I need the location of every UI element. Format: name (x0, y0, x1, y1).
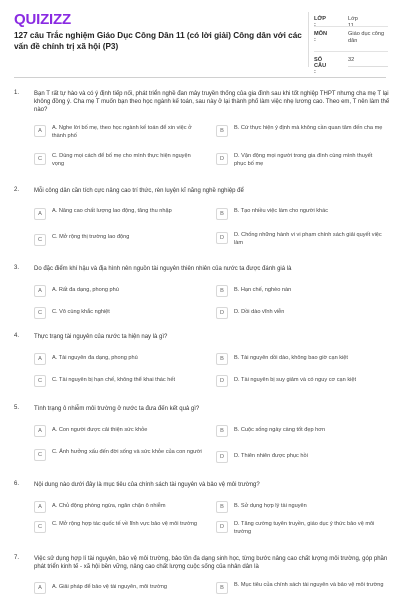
header-separator (14, 77, 386, 78)
option-letter: B (216, 425, 228, 437)
socau-value: 32 (348, 57, 355, 63)
option-text: C. Vô cùng khắc nghiệt (52, 309, 110, 315)
option-letter: D (216, 521, 228, 533)
option-letter: C (34, 153, 46, 165)
lop-label: LỚP : (314, 16, 326, 28)
option-letter: B (216, 353, 228, 365)
mon-value: Giáo dục công dân (348, 31, 385, 44)
option-letter: B (216, 285, 228, 297)
option-text: B. Cuộc sống ngày càng tốt đẹp hơn (234, 427, 326, 433)
option-letter: A (34, 425, 46, 437)
option-letter: D (216, 451, 228, 463)
socau-underline (348, 66, 388, 67)
option-text: D. Tài nguyên bị suy giảm và có nguy cơ cạn kiệt (234, 377, 357, 383)
option-text: A. Nâng cao chất lượng lao động, tăng thu nhập (52, 208, 172, 214)
option-text: C. Mở rộng thị trường lao động (52, 234, 130, 240)
question-number: 5. (14, 405, 20, 411)
option-text: D. Dồi dào vĩnh viễn (234, 309, 285, 315)
header-divider (308, 12, 309, 67)
question-number: 2. (14, 187, 20, 193)
option-text: B. Sử dụng hợp lý tài nguyên (234, 503, 307, 509)
question-number: 1. (14, 90, 20, 96)
option-letter: C (34, 375, 46, 387)
option-text: B. Hạn chế, nghèo nàn (234, 287, 292, 293)
option-letter: B (216, 501, 228, 513)
question-text: Thực trạng tài nguyên của nước ta hiện nay là gì? (34, 334, 168, 340)
option-text: A. Tài nguyên đa dạng, phong phú (52, 355, 138, 361)
meta-divider (314, 51, 388, 52)
question-text: Mỗi công dân cần tích cực nâng cao trí thức, rèn luyện kĩ năng nghề nghiệp để (34, 188, 244, 194)
option-letter: A (34, 501, 46, 513)
option-letter: C (34, 449, 46, 461)
option-text: D. Thiên nhiên được phục hồi (234, 453, 308, 459)
question-text: Việc sử dụng hợp lí tài nguyên, bảo vệ môi trường, bảo tồn đa dạng sinh học, từng bước nâng cao chất lượng môi trường, góp phần phát triển kinh tế - xã hội bền vững, nâng cao chất lượng cuộc sống của nhân dân là (34, 556, 388, 570)
option-letter: D (216, 153, 228, 165)
option-text: D. Tăng cường tuyên truyền, giáo dục ý thức bảo vệ môi trường (234, 521, 375, 535)
option-letter: B (216, 208, 228, 220)
option-text: A. Con người được cải thiện sức khỏe (52, 427, 148, 433)
option-text: B. Tạo nhiều việc làm cho người khác (234, 208, 329, 214)
option-text: B. Tài nguyên dồi dào, không bao giờ cạn kiệt (234, 355, 348, 361)
option-text: C. Dùng mọi cách để bố mẹ cho mình thực hiện nguyện vọng (52, 153, 191, 167)
option-letter: C (34, 234, 46, 246)
option-letter: D (216, 307, 228, 319)
meta-divider (314, 26, 388, 27)
option-letter: A (34, 208, 46, 220)
option-letter: C (34, 521, 46, 533)
option-text: C. Mở rộng hợp tác quốc tế về lĩnh vực bảo vệ môi trường (52, 521, 198, 527)
option-text: C. Ảnh hưởng xấu đến đời sống và sức khỏe của con người (52, 449, 202, 455)
option-letter: A (34, 353, 46, 365)
option-text: C. Tài nguyên bị hạn chế, không thể khai thác hết (52, 377, 176, 383)
question-text: Tình trạng ô nhiễm môi trường ở nước ta đưa đến kết quả gì? (34, 406, 200, 412)
option-letter: A (34, 582, 46, 594)
question-number: 6. (14, 481, 20, 487)
option-text: A. Nghe lời bố mẹ, theo học ngành kế toán để xin việc ở thành phố (52, 125, 192, 139)
option-text: B. Mục tiêu của chính sách tài nguyên và bảo vệ môi trường (234, 582, 384, 588)
socau-label: SỐ CÂU : (314, 57, 327, 75)
option-letter: A (34, 285, 46, 297)
option-letter: B (216, 125, 228, 137)
option-text: A. Rất đa dạng, phong phú (52, 287, 119, 293)
quizizz-logo: QUIZIZZ (14, 11, 71, 28)
worksheet-header (0, 0, 400, 76)
option-text: A. Chủ động phòng ngừa, ngăn chặn ô nhiễm (52, 503, 166, 509)
option-text: D. Vận động mọi người trong gia đình cùng mình thuyết phục bố mẹ (234, 153, 373, 167)
worksheet-title: 127 câu Trắc nghiệm Giáo Dục Công Dân 11 (có lời giải) Công dân với các vấn đề chính trị xã hội (P3) (14, 31, 302, 51)
option-letter: D (216, 232, 228, 244)
question-text: Bạn T rất tự hào và có ý định tiếp nối, phát triển nghề đan mây truyền thống của gia đình sau khi tốt nghiệp THPT nhưng cha mẹ T lại không đồng ý. Cha mẹ T muốn bạn theo học ngành kế toán, sau này ở lại thành phố làm việc nhẹ lương cao. Theo em, T nên làm thế nào? (34, 91, 390, 113)
question-text: Do đặc điểm khí hậu và địa hình nên nguồn tài nguyên thiên nhiên của nước ta được đánh giá là (34, 266, 292, 272)
option-text: D. Chống những hành vi vi phạm chính sách giải quyết việc làm (234, 232, 382, 246)
question-number: 3. (14, 265, 20, 271)
option-text: A. Giải pháp để bảo vệ tài nguyên, môi trường (52, 584, 168, 590)
option-letter: B (216, 582, 228, 594)
option-text: B. Cứ thực hiện ý định mà không cần quan tâm đến cha mẹ (234, 125, 383, 131)
mon-label: MÔN : (314, 31, 328, 43)
option-letter: D (216, 375, 228, 387)
lop-value: Lớp (348, 16, 358, 22)
question-number: 7. (14, 555, 20, 561)
question-text: Nội dung nào dưới đây là mục tiêu của chính sách tài nguyên và bảo vệ môi trường? (34, 482, 260, 488)
option-letter: A (34, 125, 46, 137)
option-letter: C (34, 307, 46, 319)
question-number: 4. (14, 333, 20, 339)
